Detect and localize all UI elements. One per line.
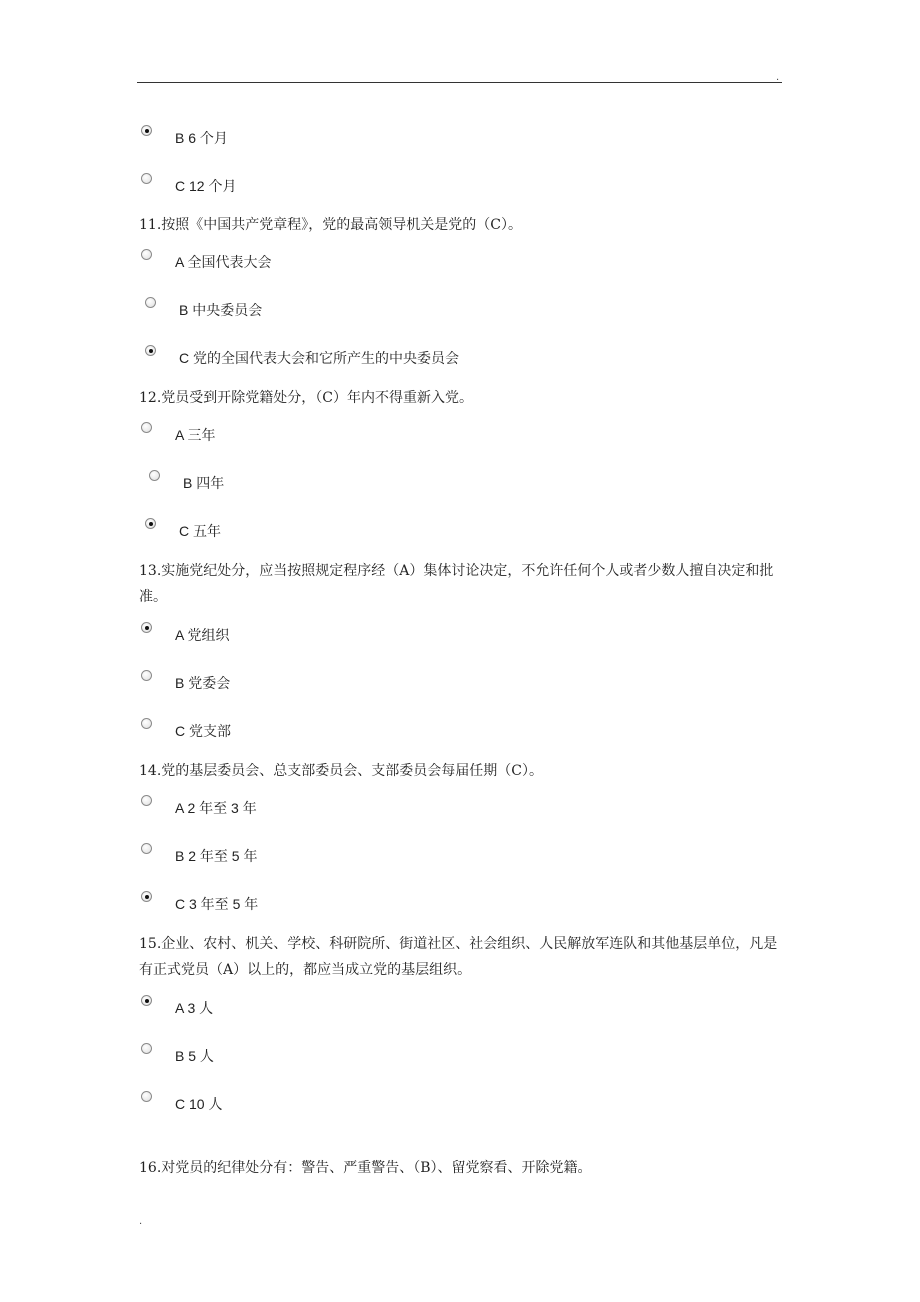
option-label: C 12 个月 xyxy=(175,178,237,194)
radio-button[interactable] xyxy=(145,297,156,308)
radio-button-checked[interactable] xyxy=(145,345,156,356)
option-label: A 三年 xyxy=(175,427,216,443)
radio-button-checked[interactable] xyxy=(145,518,156,529)
option-label: A 3 人 xyxy=(175,1000,214,1016)
radio-button[interactable] xyxy=(141,173,152,184)
radio-button[interactable] xyxy=(141,843,152,854)
radio-button-checked[interactable] xyxy=(141,891,152,902)
option-label: C 五年 xyxy=(179,523,221,539)
option-label: C 党的全国代表大会和它所产生的中央委员会 xyxy=(179,350,459,366)
radio-button-checked[interactable] xyxy=(141,622,152,633)
radio-button[interactable] xyxy=(141,718,152,729)
radio-button[interactable] xyxy=(141,249,152,260)
option-label: A 全国代表大会 xyxy=(175,254,272,270)
radio-button[interactable] xyxy=(141,422,152,433)
radio-button-checked[interactable] xyxy=(141,125,152,136)
radio-button[interactable] xyxy=(149,470,160,481)
option-label: B 5 人 xyxy=(175,1048,214,1064)
option-label: B 四年 xyxy=(183,475,225,491)
radio-button[interactable] xyxy=(141,795,152,806)
header-rule xyxy=(137,82,782,83)
question-16: 16.对党员的纪律处分有：警告、严重警告、（B）、留党察看、开除党籍。 xyxy=(139,1160,592,1176)
option-label: B 中央委员会 xyxy=(179,302,263,318)
question-15: 15.企业、农村、机关、学校、科研院所、街道社区、社会组织、人民解放军连队和其他基层单位，凡是有正式党员（A）以上的，都应当成立党的基层组织。 xyxy=(139,936,778,978)
question-12: 12.党员受到开除党籍处分，（C）年内不得重新入党。 xyxy=(139,390,473,406)
header-dot: . xyxy=(776,72,780,83)
option-label: A 2 年至 3 年 xyxy=(175,800,257,816)
option-label: C 党支部 xyxy=(175,723,231,739)
radio-button[interactable] xyxy=(141,1043,152,1054)
option-label: A 党组织 xyxy=(175,627,230,643)
option-label: C 10 人 xyxy=(175,1096,223,1112)
option-label: C 3 年至 5 年 xyxy=(175,896,259,912)
radio-button[interactable] xyxy=(141,670,152,681)
question-14: 14.党的基层委员会、总支部委员会、支部委员会每届任期（C）。 xyxy=(139,763,543,779)
footer-dot: . xyxy=(139,1216,143,1227)
radio-button-checked[interactable] xyxy=(141,995,152,1006)
radio-button[interactable] xyxy=(141,1091,152,1102)
option-label: B 党委会 xyxy=(175,675,231,691)
question-11: 11.按照《中国共产党章程》，党的最高领导机关是党的（C）。 xyxy=(139,217,522,233)
option-label: B 2 年至 5 年 xyxy=(175,848,258,864)
option-label: B 6 个月 xyxy=(175,130,228,146)
question-13: 13.实施党纪处分，应当按照规定程序经（A）集体讨论决定，不允许任何个人或者少数人擅自决定和批准。 xyxy=(139,563,774,605)
